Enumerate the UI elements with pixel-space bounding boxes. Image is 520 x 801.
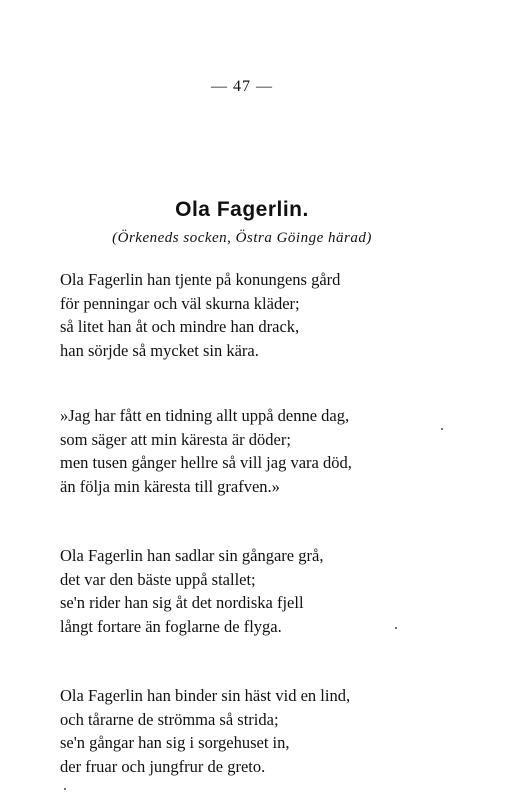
verse-line: se'n gångar han sig i sorgehuset in, — [60, 733, 290, 752]
print-speck — [395, 627, 397, 629]
stanza-4 — [60, 684, 460, 778]
verse-line: långt fortare än foglarne de flyga. — [60, 616, 282, 636]
verse-line: men tusen gånger hellre så vill jag vara död, — [60, 453, 352, 472]
poem-subtitle: (Örkeneds socken, Östra Göinge härad) — [112, 230, 372, 246]
verse-line: der fruar och jungfrur de greto. — [60, 756, 266, 776]
stanza-3 — [60, 544, 460, 638]
page-number: — 47 — — [211, 78, 273, 95]
verse-line: Ola Fagerlin han tjente på konungens gård — [60, 270, 341, 289]
print-speck — [441, 428, 443, 430]
verse-line: för penningar och väl skurna kläder; — [60, 293, 300, 313]
verse-line: än följa min käresta till grafven.» — [60, 476, 280, 496]
print-speck — [64, 788, 66, 790]
verse-line: Ola Fagerlin han sadlar sin gångare grå, — [60, 546, 324, 565]
verse-line: »Jag har fått en tidning allt uppå denne dag, — [60, 406, 350, 425]
stanza-2 — [60, 404, 460, 498]
verse-line: det var den bäste uppå stallet; — [60, 569, 256, 589]
verse-line: som säger att min käresta är döder; — [60, 429, 291, 449]
verse-line: och tårarne de strömma så strida; — [60, 709, 279, 729]
verse-line: så litet han åt och mindre han drack, — [60, 317, 300, 336]
stanza-1 — [60, 268, 460, 362]
verse-line: Ola Fagerlin han binder sin häst vid en lind, — [60, 686, 351, 705]
verse-line: se'n rider han sig åt det nordiska fjell — [60, 593, 304, 612]
verse-line: han sörjde så mycket sin kära. — [60, 340, 259, 360]
poem-title: Ola Fagerlin. — [175, 198, 309, 221]
